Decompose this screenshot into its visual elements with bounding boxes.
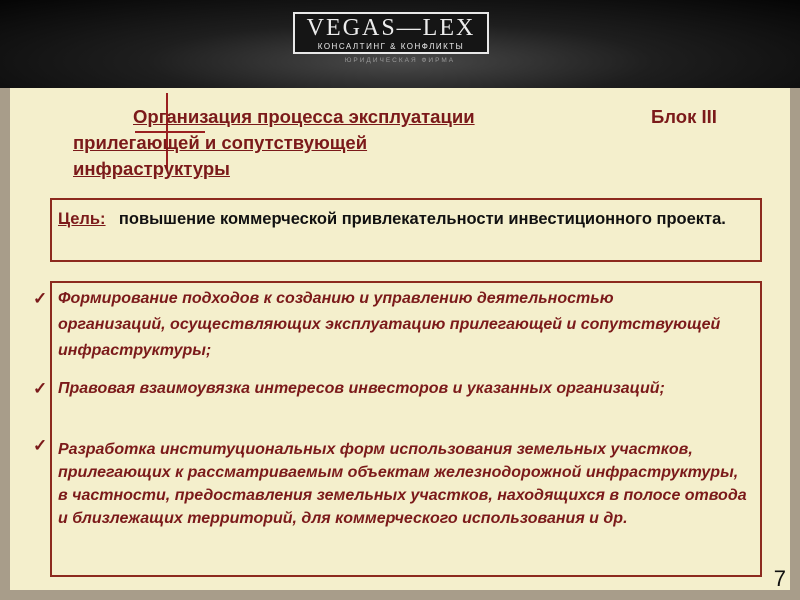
goal-label: Цель:: [58, 210, 106, 228]
slide-title: Организация процесса эксплуатации прилегающей и сопутствующей инфраструктуры: [73, 106, 475, 179]
logo-sub-text: КОНСАЛТИНГ & КОНФЛИКТЫ: [317, 42, 465, 51]
company-logo: [293, 12, 489, 54]
checkmark-icon: ✓: [33, 289, 48, 308]
checkmark-icon: ✓: [33, 436, 48, 455]
list-item: Формирование подходов к созданию и управлению деятельностью организаций, осуществляющих эксплуатацию прилегающей и сопутствующей инфраструктуры;: [58, 290, 721, 359]
page-number: 7: [773, 566, 786, 591]
checkmark-icon: ✓: [33, 379, 48, 398]
tasks-box: [50, 281, 762, 577]
logo-main-text: VEGAS—LEX: [306, 15, 476, 41]
list-item: Разработка институциональных форм использования земельных участков, прилегающих к рассматриваемым объектам железнодорожной инфраструктуры, в частности, предоставления земельных участков, находящихся в полосе отвода и близлежащих территорий, для коммерческого использования и др.: [58, 441, 747, 527]
goal-text: повышение коммерческой привлекательности инвестиционного проекта.: [118, 210, 726, 228]
list-item: Правовая взаимоувязка интересов инвесторов и указанных организаций;: [58, 380, 665, 397]
goal-box: [50, 198, 762, 262]
header-banner: [0, 0, 800, 88]
block-label: Блок III: [651, 106, 717, 127]
logo-tagline: ЮРИДИЧЕСКАЯ ФИРМА: [344, 57, 456, 64]
